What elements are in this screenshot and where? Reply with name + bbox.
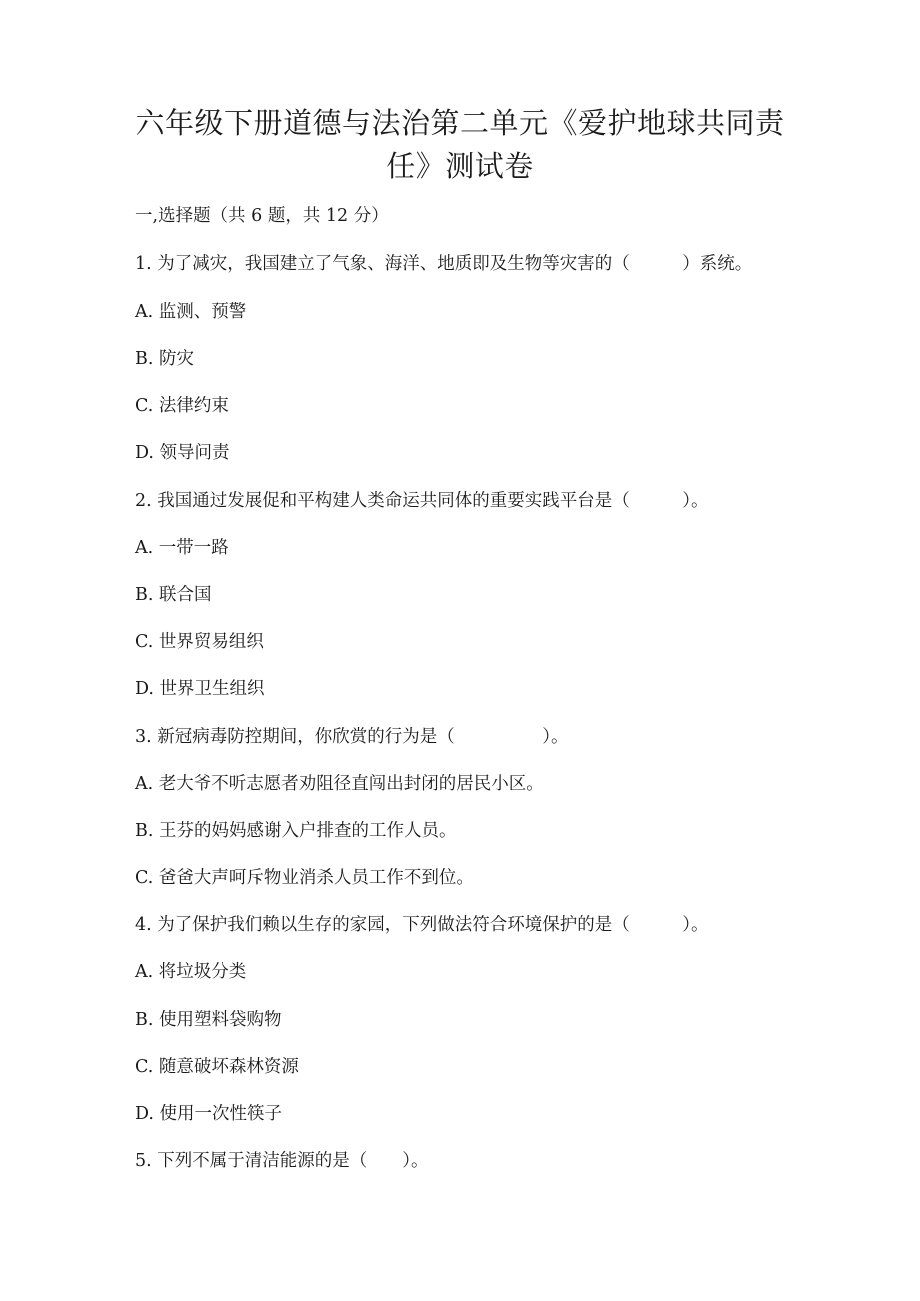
page-title-line-1: 六年级下册道德与法治第二单元《爱护地球共同责	[135, 106, 785, 140]
question-2-option-c: C. 世界贸易组织	[135, 632, 264, 652]
question-1-option-d: D. 领导问责	[135, 443, 230, 463]
question-4-stem: 4. 为了保护我们赖以生存的家园，下列做法符合环境保护的是（ ）。	[135, 915, 709, 935]
page-title-line-2: 任》测试卷	[386, 149, 534, 183]
section-heading: 一,选择题（共 6 题，共 12 分）	[135, 206, 389, 226]
question-3-option-b: B. 王芬的妈妈感谢入户排查的工作人员。	[135, 821, 457, 841]
question-3-option-c: C. 爸爸大声呵斥物业消杀人员工作不到位。	[135, 868, 474, 888]
question-1-option-a: A. 监测、预警	[135, 302, 247, 322]
question-2-stem: 2. 我国通过发展促和平构建人类命运共同体的重要实践平台是（ ）。	[135, 491, 709, 511]
question-2-option-b: B. 联合国	[135, 585, 212, 605]
question-4-option-b: B. 使用塑料袋购物	[135, 1010, 282, 1030]
question-1-option-c: C. 法律约束	[135, 396, 229, 416]
question-4-option-c: C. 随意破坏森林资源	[135, 1057, 299, 1077]
question-2-option-a: A. 一带一路	[135, 538, 229, 558]
question-4-option-a: A. 将垃圾分类	[135, 962, 247, 982]
question-4-option-d: D. 使用一次性筷子	[135, 1104, 283, 1124]
question-1-option-b: B. 防灾	[135, 349, 194, 369]
question-3-option-a: A. 老大爷不听志愿者劝阻径直闯出封闭的居民小区。	[135, 774, 544, 794]
question-3-stem: 3. 新冠病毒防控期间，你欣赏的行为是（ ）。	[135, 727, 569, 747]
question-2-option-d: D. 世界卫生组织	[135, 679, 265, 699]
question-1-stem: 1. 为了减灾，我国建立了气象、海洋、地质即及生物等灾害的（ ）系统。	[135, 254, 753, 274]
question-5-stem: 5. 下列不属于清洁能源的是（ ）。	[135, 1151, 429, 1171]
